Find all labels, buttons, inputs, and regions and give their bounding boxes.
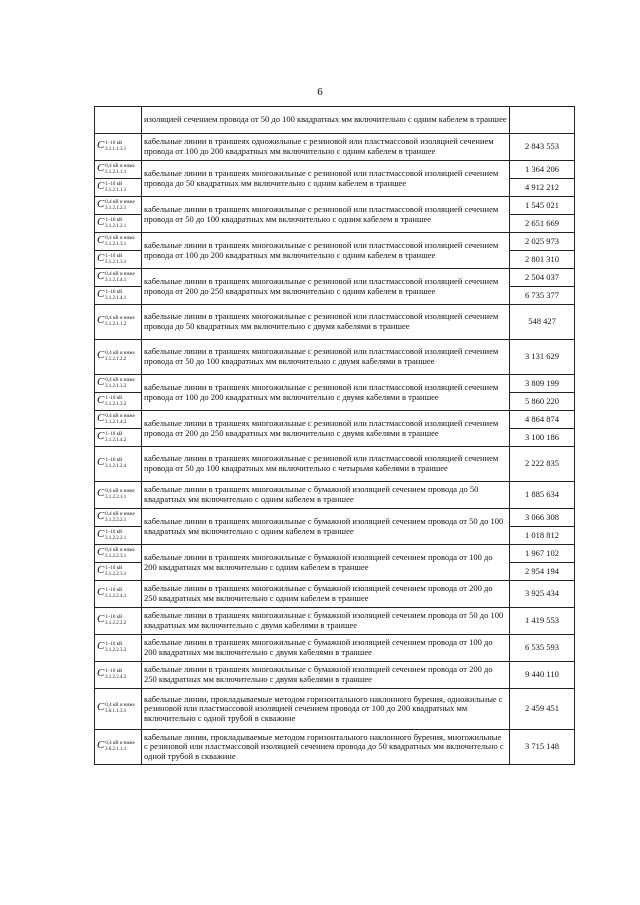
tariff-value: 6 735 377 [510, 287, 575, 305]
tariff-value: 1 419 553 [510, 608, 575, 635]
tariff-value: 9 440 110 [510, 662, 575, 689]
tariff-voltage: 0,4 кВ и ниже [105, 741, 135, 747]
tariff-description: кабельные линии в траншеях многожильные с бумажной изоляцией сечением провода от 200 до 250 квадратных мм включительно с двумя кабелями в траншее [142, 662, 510, 689]
table-row [95, 509, 575, 527]
tariff-voltage: 1–10 кВ [105, 431, 123, 437]
tariff-value: 2 222 835 [510, 447, 575, 482]
tariff-index: 3.1.2.2.4.1 [105, 594, 127, 600]
tariff-symbol: C [97, 251, 105, 264]
tariff-symbol: C [97, 197, 105, 210]
tariff-symbol: C [97, 456, 105, 469]
tariff-voltage: 1–10 кВ [105, 588, 123, 594]
tariff-code [95, 545, 142, 563]
tariff-voltage: 0,4 кВ и ниже [105, 271, 135, 277]
table-row [95, 233, 575, 251]
tariff-symbol: C [97, 586, 105, 599]
tariff-voltage: 1–10 кВ [105, 458, 123, 464]
tariff-code [95, 161, 142, 179]
tariff-symbol: C [97, 527, 105, 540]
tariff-value: 548 427 [510, 305, 575, 340]
tariff-symbol: C [97, 161, 105, 174]
tariff-voltage: 0,4 кВ и ниже [105, 316, 135, 322]
tariff-voltage: 0,4 кВ и ниже [105, 547, 135, 553]
tariff-voltage: 1–10 кВ [105, 529, 123, 535]
tariff-code [95, 581, 142, 608]
tariff-index: 3.1.2.2.2.1 [105, 535, 127, 541]
tariff-description: изоляцией сечением провода от 50 до 100 квадратных мм включительно с одним кабелем в траншее [142, 107, 510, 134]
table-row [95, 581, 575, 608]
tariff-value: 2 801 310 [510, 251, 575, 269]
tariff-index: 3.1.2.1.1.1 [105, 187, 127, 193]
tariff-description: кабельные линии в траншеях многожильные с резиновой или пластмассовой изоляцией сечением провода от 100 до 200 квадратных мм включительно с одним кабелем в траншее [142, 233, 510, 269]
tariff-index: 3.1.2.1.3.2 [105, 383, 127, 389]
tariff-code [95, 179, 142, 197]
tariff-index: 3.1.2.1.1.1 [105, 169, 127, 175]
tariff-symbol: C [97, 429, 105, 442]
tariff-value: 2 459 451 [510, 689, 575, 730]
table-row [95, 161, 575, 179]
tariff-voltage: 0,4 кВ и ниже [105, 413, 135, 419]
tariff-value: 4 912 212 [510, 179, 575, 197]
tariff-symbol: C [97, 233, 105, 246]
tariff-symbol: C [97, 179, 105, 192]
tariff-code [95, 251, 142, 269]
tariff-code [95, 662, 142, 689]
tariff-description: кабельные линии в траншеях многожильные с резиновой или пластмассовой изоляцией сечением провода от 200 до 250 квадратных мм включительно с одним кабелем в траншее [142, 269, 510, 305]
tariff-value: 3 100 186 [510, 429, 575, 447]
tariff-voltage: 1–10 кВ [105, 181, 123, 187]
tariff-value: 2 025 973 [510, 233, 575, 251]
tariff-table [94, 106, 575, 765]
tariff-description: кабельные линии в траншеях многожильные с бумажной изоляцией сечением провода от 200 до 250 квадратных мм включительно с одним кабелем в траншее [142, 581, 510, 608]
tariff-description: кабельные линии в траншеях многожильные с бумажной изоляцией сечением провода от 100 до 200 квадратных мм включительно с двумя кабелями в траншее [142, 635, 510, 662]
tariff-value: 3 809 199 [510, 375, 575, 393]
tariff-code [95, 447, 142, 482]
tariff-code [95, 340, 142, 375]
tariff-code [95, 635, 142, 662]
tariff-code [95, 393, 142, 411]
tariff-symbol: C [97, 487, 105, 500]
tariff-index: 3.1.2.1.3.1 [105, 241, 127, 247]
tariff-index: 3.1.2.1.4.1 [105, 295, 127, 301]
tariff-value: 3 925 434 [510, 581, 575, 608]
tariff-symbol: C [97, 613, 105, 626]
tariff-description: кабельные линии в траншеях многожильные с резиновой или пластмассовой изоляцией сечением провода до 50 квадратных мм включительно с одним кабелем в траншее [142, 161, 510, 197]
tariff-index: 3.1.2.2.3.2 [105, 648, 127, 654]
tariff-symbol: C [97, 269, 105, 282]
tariff-symbol: C [97, 314, 105, 327]
tariff-code [95, 375, 142, 393]
tariff-description: кабельные линии в траншеях многожильные с бумажной изоляцией сечением провода от 50 до 100 квадратных мм включительно с одним кабелем в траншее [142, 509, 510, 545]
tariff-value: 2 651 669 [510, 215, 575, 233]
tariff-description: кабельные линии в траншеях многожильные с бумажной изоляцией сечением провода от 50 до 100 квадратных мм включительно с двумя кабелями в траншее [142, 608, 510, 635]
tariff-voltage: 1–10 кВ [105, 141, 123, 147]
tariff-symbol: C [97, 640, 105, 653]
tariff-symbol: C [97, 393, 105, 406]
table-row [95, 689, 575, 730]
tariff-index: 3.1.2.2.3.1 [105, 553, 127, 559]
tariff-code [95, 429, 142, 447]
tariff-index: 3.1.2.1.2.1 [105, 205, 127, 211]
table-row [95, 608, 575, 635]
tariff-code [95, 527, 142, 545]
tariff-value: 1 018 812 [510, 527, 575, 545]
tariff-description: кабельные линии в траншеях многожильные с резиновой или пластмассовой изоляцией сечением провода от 50 до 100 квадратных мм включительно с одним кабелем в траншее [142, 197, 510, 233]
tariff-code [95, 197, 142, 215]
tariff-value: 2 504 037 [510, 269, 575, 287]
tariff-index: 3.1.2.1.2.1 [105, 223, 127, 229]
tariff-code [95, 608, 142, 635]
tariff-value: 1 545 021 [510, 197, 575, 215]
tariff-voltage: 1–10 кВ [105, 669, 123, 675]
tariff-value: 2 843 553 [510, 134, 575, 161]
table-row [95, 269, 575, 287]
tariff-index: 3.1.2.1.3.1 [105, 259, 127, 265]
tariff-voltage: 0,4 кВ и ниже [105, 489, 135, 495]
tariff-symbol: C [97, 375, 105, 388]
tariff-code [95, 509, 142, 527]
tariff-symbol: C [97, 215, 105, 228]
tariff-value: 3 131 629 [510, 340, 575, 375]
tariff-description: кабельные линии в траншеях многожильные с резиновой или пластмассовой изоляцией сечением провода от 50 до 100 квадратных мм включительно с двумя кабелями в траншее [142, 340, 510, 375]
tariff-index: 3.6.1.1.3.1 [105, 709, 127, 715]
tariff-voltage: 0,4 кВ и ниже [105, 377, 135, 383]
tariff-code [95, 269, 142, 287]
tariff-symbol: C [97, 287, 105, 300]
tariff-voltage: 1–10 кВ [105, 642, 123, 648]
tariff-voltage: 0,4 кВ и ниже [105, 235, 135, 241]
tariff-description: кабельные линии в траншеях многожильные с резиновой или пластмассовой изоляцией сечением провода от 200 до 250 квадратных мм включительно с двумя кабелями в траншее [142, 411, 510, 447]
tariff-description: кабельные линии в траншеях многожильные с резиновой или пластмассовой изоляцией сечением провода от 100 до 200 квадратных мм включительно с двумя кабелями в траншее [142, 375, 510, 411]
tariff-symbol: C [97, 739, 105, 752]
table-row [95, 635, 575, 662]
tariff-index: 3.1.2.1.4.2 [105, 437, 127, 443]
tariff-table-body [95, 107, 575, 765]
tariff-description: кабельные линии, прокладываемые методом горизонтального наклонного бурения, многожильные с резиновой или пластмассовой изоляцией сечением провода до 50 квадратных мм включительно с одной трубой в скважине [142, 730, 510, 765]
tariff-symbol: C [97, 139, 105, 152]
tariff-symbol: C [97, 667, 105, 680]
tariff-code [95, 730, 142, 765]
tariff-code [95, 563, 142, 581]
table-row [95, 305, 575, 340]
tariff-value: 1 885 634 [510, 482, 575, 509]
table-row [95, 107, 575, 134]
tariff-voltage: 0,4 кВ и ниже [105, 351, 135, 357]
tariff-value: 2 954 194 [510, 563, 575, 581]
tariff-voltage: 0,4 кВ и ниже [105, 163, 135, 169]
tariff-value: 1 967 102 [510, 545, 575, 563]
tariff-index: 3.1.1.1.3.1 [105, 147, 127, 153]
tariff-symbol: C [97, 349, 105, 362]
tariff-description: кабельные линии, прокладываемые методом горизонтального наклонного бурения, одножильные с резиновой или пластмассовой изоляцией сечением провода от 100 до 200 квадратных мм включительно с одной трубой в скважине [142, 689, 510, 730]
tariff-value: 3 066 308 [510, 509, 575, 527]
page-number: 6 [317, 86, 323, 98]
tariff-symbol: C [97, 411, 105, 424]
tariff-voltage: 1–10 кВ [105, 217, 123, 223]
tariff-index: 3.1.2.1.3.2 [105, 401, 127, 407]
tariff-voltage: 1–10 кВ [105, 615, 123, 621]
table-row [95, 134, 575, 161]
tariff-index: 3.1.2.1.4.1 [105, 277, 127, 283]
tariff-code [95, 411, 142, 429]
tariff-index: 3.1.2.1.2.4 [105, 464, 127, 470]
tariff-value: 4 864 874 [510, 411, 575, 429]
tariff-voltage: 1–10 кВ [105, 395, 123, 401]
tariff-index: 3.1.2.1.2.2 [105, 357, 127, 363]
tariff-voltage: 0,4 кВ и ниже [105, 199, 135, 205]
tariff-index: 3.1.2.1.4.2 [105, 419, 127, 425]
table-row [95, 447, 575, 482]
tariff-voltage: 0,4 кВ и ниже [105, 703, 135, 709]
tariff-value: 6 535 593 [510, 635, 575, 662]
table-row [95, 482, 575, 509]
tariff-code [95, 305, 142, 340]
tariff-index: 3.1.2.2.2.1 [105, 517, 127, 523]
tariff-value [510, 107, 575, 134]
tariff-index: 3.6.2.1.1.1 [105, 747, 127, 753]
tariff-value: 1 364 206 [510, 161, 575, 179]
tariff-voltage: 1–10 кВ [105, 565, 123, 571]
tariff-index: 3.1.2.1.1.2 [105, 322, 127, 328]
tariff-value: 3 715 148 [510, 730, 575, 765]
tariff-symbol: C [97, 509, 105, 522]
tariff-code [95, 689, 142, 730]
tariff-description: кабельные линии в траншеях многожильные с бумажной изоляцией сечением провода от 100 до 200 квадратных мм включительно с одним кабелем в траншее [142, 545, 510, 581]
tariff-code [95, 215, 142, 233]
tariff-voltage: 1–10 кВ [105, 253, 123, 259]
tariff-index: 3.1.2.2.4.2 [105, 675, 127, 681]
table-row [95, 375, 575, 393]
table-row [95, 411, 575, 429]
tariff-description: кабельные линии в траншеях многожильные с резиновой или пластмассовой изоляцией сечением провода от 50 до 100 квадратных мм включительно с четырьмя кабелями в траншее [142, 447, 510, 482]
tariff-index: 3.1.2.2.3.1 [105, 571, 127, 577]
table-row [95, 730, 575, 765]
table-row [95, 662, 575, 689]
tariff-code [95, 107, 142, 134]
table-row [95, 197, 575, 215]
tariff-description: кабельные линии в траншеях многожильные с резиновой или пластмассовой изоляцией сечением провода до 50 квадратных мм включительно с двумя кабелями в траншее [142, 305, 510, 340]
tariff-voltage: 1–10 кВ [105, 289, 123, 295]
tariff-code [95, 233, 142, 251]
tariff-description: кабельные линии в траншеях одножильные с резиновой или пластмассовой изоляцией сечением провода от 100 до 200 квадратных мм включительно с одним кабелем в траншее [142, 134, 510, 161]
tariff-voltage: 0,4 кВ и ниже [105, 511, 135, 517]
tariff-description: кабельные линии в траншеях многожильные с бумажной изоляцией сечением провода до 50 квадратных мм включительно с одним кабелем в траншее [142, 482, 510, 509]
table-row [95, 340, 575, 375]
tariff-code [95, 287, 142, 305]
tariff-code [95, 134, 142, 161]
tariff-symbol: C [97, 545, 105, 558]
tariff-value: 5 860 220 [510, 393, 575, 411]
tariff-symbol: C [97, 563, 105, 576]
table-row [95, 545, 575, 563]
tariff-symbol: C [97, 701, 105, 714]
tariff-index: 3.1.2.2.2.2 [105, 621, 127, 627]
tariff-index: 3.1.2.2.1.1 [105, 495, 127, 501]
tariff-code [95, 482, 142, 509]
